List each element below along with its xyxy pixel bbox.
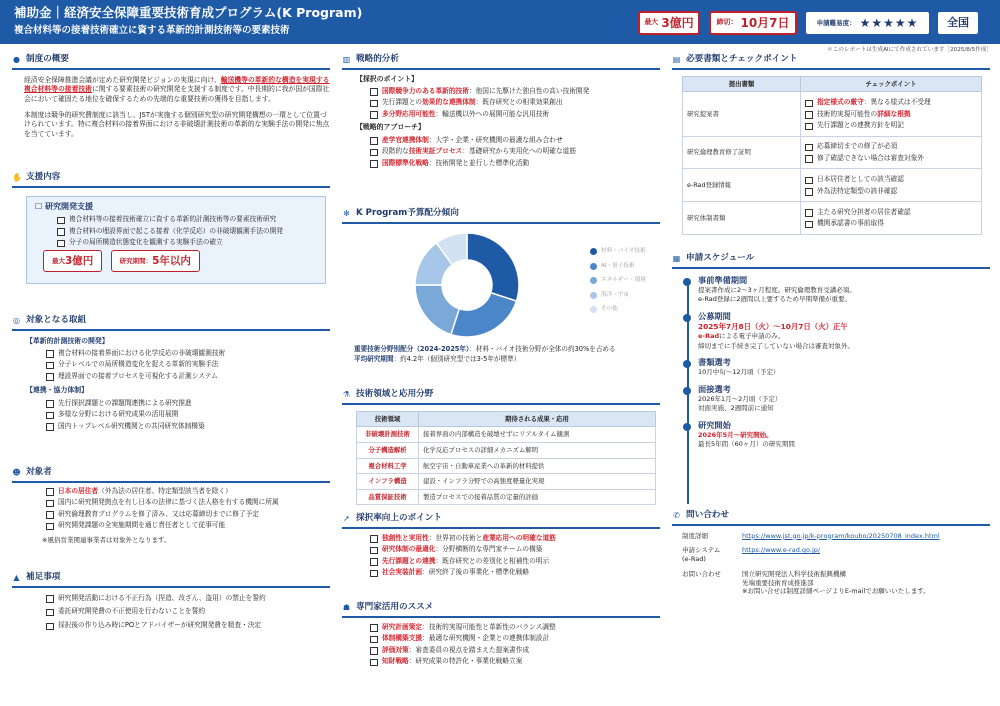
check-item: 主たる研究分担者の居住者確認 — [805, 208, 977, 217]
table-row: 研究体制書類 主たる研究分担者の居住者確認 機関承認書の事前取得 — [683, 202, 982, 235]
check-item: 指定様式の厳守：異なる様式は不受理 — [805, 98, 977, 107]
legend-item: 材料・バイオ技術 — [590, 248, 646, 256]
table-row: 複合材料工学 航空宇宙・自動車産業への革新的材料提供 — [357, 458, 656, 474]
budget-pie-chart — [412, 230, 522, 340]
table-row: e-Rad登録情報 日本居住者としての該当確認 外為法特定類型の該非確認 — [683, 169, 982, 202]
section-schedule: ▦ 申請スケジュール 事前準備期間 提案書作成に2〜3ヶ月程度。研究倫理教育受講必須。 e-Rad登録に2週間以上要するため早期準備が重要。 公募期間 2025年7月8日（火）〜10月7日（火）正午 e-Radによる電子申請のみ。 締切までに手続き完了していない場合は審査対象外。 書類選考 10月中旬〜12月頃（予定） 面接選考 2026年1月〜2月頃（予定） 対面実施、2週間前に通知 研究開始 2026年5月〜研究開始。 最長5年間（60ヶ月）の研究期間 — [672, 253, 990, 455]
section-expert: ☗ 専門家活用のススメ 研究計画策定：技術的実現可能性と革新性のバランス調整 体制構築支援：最適な研究機関・企業との連携体制設計 評価対策：審査委員の視点を踏まえた提案書作成 知財戦略：研究成果の特許化・事業化戦略立案 — [342, 602, 660, 669]
page-subtitle: 複合材料等の接着技術確立に資する革新的計測技術等の要素技術 — [14, 25, 290, 36]
table-row: インフラ構造 建設・インフラ分野での高強度軽量化実現 — [357, 474, 656, 490]
legend-item: エネルギー・環境 — [590, 277, 646, 285]
strategy-item: 産学官連携体制：大学・企業・研究機関の最適な組み合わせ — [370, 136, 660, 145]
check-item: 技術的実現可能性の詳細な根拠 — [805, 110, 977, 119]
info-icon: ● — [13, 55, 20, 65]
max-amount-badge: 最大 3億円 — [638, 11, 700, 35]
expert-item: 評価対策：審査委員の視点を踏まえた提案書作成 — [370, 646, 660, 655]
effort-item: 国内トップレベル研究機関との共同研究体制構築 — [46, 422, 330, 431]
table-row: 研究倫理教育修了証明 応募締切までの修了が必須 修了確認できない場合は審査対象外 — [683, 136, 982, 169]
section-tech: ⚗ 技術領域と応用分野 技術領域 期待される成果・応用 非破壊計測技術 接着界面の内部構造を破壊せずにリアルタイム観測 分子構造解析 化学反応プロセスの詳細メカニズム解明 複合材料工学 航空宇宙・自動車産業への革新的材料提供 インフラ構造 建設・インフラ分野での高強度軽量化実現 品質保証技術 製造プロセスでの接着品質の定量的評価 — [342, 389, 660, 505]
table-row: 研究提案書 指定様式の厳守：異なる様式は不受理 技術的実現可能性の詳細な根拠 先行課題との連携方針を明記 — [683, 92, 982, 136]
support-item: 複合材料の埋設界面で起こる接着（化学反応）の非破壊観測手法の開発 — [57, 227, 317, 236]
strategy-item: 先行課題との効果的な連携体制：既存研究との相乗効果創出 — [370, 98, 660, 107]
expert-item: 知財戦略：研究成果の特許化・事業化戦略立案 — [370, 657, 660, 666]
table-row: 分子構造解析 化学反応プロセスの詳細メカニズム解明 — [357, 442, 656, 458]
check-item: 機関承認書の事前取得 — [805, 219, 977, 228]
strategy-item: 国際標準化戦略：技術開発と並行した標準化活動 — [370, 159, 660, 168]
section-support: ✋ 支援内容 ☐ 研究開発支援 複合材料等の接着技術確立に資する革新的計測技術等の要素技術研究 複合材料の埋設界面で起こる接着（化学反応）の非破壊観測手法の開発 分子の局所構造状態変化を観測する実験手法の確立 最大 3億円 研究期間： 5年以内 — [12, 172, 330, 284]
support-item: 分子の局所構造状態変化を観測する実験手法の確立 — [57, 238, 317, 247]
eligible-note: ※風俗営業関連事業者は対象外となります。 — [42, 535, 171, 544]
support-max-badge: 最大 3億円 — [43, 250, 102, 272]
scope-badge: 全国 — [937, 11, 979, 35]
check-item: 外為法特定類型の該非確認 — [805, 187, 977, 196]
supplement-item: 採択後の作り込み時にPOとアドバイザーが研究開発費を精査・決定 — [46, 621, 330, 630]
check-item: 日本居住者としての該当確認 — [805, 175, 977, 184]
timeline-item: 事前準備期間 提案書作成に2〜3ヶ月程度。研究倫理教育受講必須。 e-Rad登録に2週間以上要するため早期準備が重要。 — [682, 275, 990, 305]
timeline-item: 公募期間 2025年7月8日（火）〜10月7日（火）正午 e-Radによる電子申請のみ。 締切までに手続き完了していない場合は審査対象外。 — [682, 311, 990, 352]
document-icon: ▤ — [672, 55, 681, 65]
check-item: 応募締切までの修了が必須 — [805, 142, 977, 151]
section-contact: ✆ 問い合わせ 制度詳細 https://www.jst.go.jp/k-program/koubo/20250708_index.html 申請システム (e-Rad) https://www.e-rad.go.jp/ お問い合わせ 国立研究開発法人科学技術振興機構 先端重要技術育成推進部 ※お問い合せは制度詳細ページよりE-mailでお願いいたします。 — [672, 510, 990, 596]
section-supplement: ▲ 補足事項 研究開発活動における不正行為（捏造、改ざん、盗用）の禁止を誓約 委託研究開発費の不正使用を行わないことを誓約 採択後の作り込み時にPOとアドバイザーが研究開発費を精査・決定 — [12, 572, 330, 633]
improve-item: 独創性と実用性：世界初の技術と産業応用への明確な道筋 — [370, 534, 660, 543]
section-budget: ✻ K Program予算配分傾向 材料・バイオ技術 AI・量子技術 エネルギー・環境 海洋・宇宙 その他 重要技術分野別配分（2024-2025年）：材料・バイオ技術分野が全体の約30%を占める 平均研究期間：約4.2年（個別研究型では3-5年が標準） — [342, 208, 660, 224]
pie-slice-3 — [415, 285, 459, 334]
effort-item: 分子レベルでの局所構造変化を捉える革新的実験手法 — [46, 360, 330, 369]
timeline-item: 研究開始 2026年5月〜研究開始。 最長5年間（60ヶ月）の研究期間 — [682, 420, 990, 450]
rating-stars: ★★★★★ — [859, 15, 919, 30]
supplement-item: 委託研究開発費の不正使用を行わないことを誓約 — [46, 607, 330, 616]
handshake-icon: ✋ — [12, 173, 22, 183]
rocket-icon: ➚ — [343, 514, 350, 524]
pie-slice-1 — [467, 233, 519, 301]
strategy-item: 段階的な技術実証プロセス：基礎研究から実用化への明確な道筋 — [370, 147, 660, 156]
timeline-item: 面接選考 2026年1月〜2月頃（予定） 対面実施、2週間前に通知 — [682, 384, 990, 414]
improve-item: 社会実装計画：研究終了後の事業化・標準化戦略 — [370, 568, 660, 577]
warning-icon: ▲ — [13, 573, 20, 583]
check-item: 修了確認できない場合は審査対象外 — [805, 154, 977, 163]
erad-link[interactable]: https://www.e-rad.go.jp/ — [742, 546, 821, 555]
section-docs: ▤ 必要書類とチェックポイント 提出書類 チェックポイント 研究提案書 指定様式の厳守：異なる様式は不受理 技術的実現可能性の詳細な根拠 先行課題との連携方針を明記 研究倫理教育修了証明 応募締切までの修了が必須 修了確認できない場合は審査対象外 e-Rad登録情報 日本居住者としての該当確認 外為法特定類型の該非確認 研究体制書類 主たる研究分担者の居住者確認 機関承認書の事前取得 — [672, 54, 990, 235]
legend-item: AI・量子技術 — [590, 263, 646, 271]
improve-item: 研究体制の最適化：分野横断的な専門家チームの構築 — [370, 545, 660, 554]
section-strategy: ▥ 戦略的分析 【採択のポイント】 国際競争力のある革新的技術：他国に先駆けた独自性の高い技術開発 先行課題との効果的な連携体制：既存研究との相乗効果創出 多分野応用可能性：輸送機以外への展開可能な汎用技術 【戦略的アプローチ】 産学官連携体制：大学・企業・研究機関の最適な組み合わせ 段階的な技術実証プロセス：基礎研究から実用化への明確な道筋 国際標準化戦略：技術開発と並行した標準化活動 — [342, 54, 660, 170]
support-period-badge: 研究期間： 5年以内 — [111, 250, 200, 272]
legend-swatch — [590, 292, 597, 299]
header-banner — [0, 0, 1000, 44]
effort-item: 複合材料の接着界面における化学反応の非破壊観測技術 — [46, 349, 330, 358]
phone-icon: ✆ — [673, 511, 680, 521]
expert-item: 研究計画策定：技術的実現可能性と革新性のバランス調整 — [370, 623, 660, 632]
eligible-item: 国内に研究開発拠点を有し日本の法律に基づく法人格を有する機関に所属 — [46, 498, 330, 507]
eligible-item: 日本の居住者（外為法の居住者、特定類型該当者を除く） — [46, 487, 330, 496]
pie-slice-2 — [451, 293, 517, 337]
effort-item: 先行探択課題との課題間連携による研究推進 — [46, 399, 330, 408]
page-title: 補助金｜経済安全保障重要技術育成プログラム(K Program) — [14, 5, 363, 20]
legend-swatch — [590, 263, 597, 270]
effort-item: 埋設界面での接着プロセスを可視化する計測システム — [46, 372, 330, 381]
table-row: 非破壊計測技術 接着界面の内部構造を破壊せずにリアルタイム観測 — [357, 427, 656, 443]
deadline-badge: 締切： 10月7日 — [709, 11, 797, 35]
legend-swatch — [590, 306, 597, 313]
support-box: ☐ 研究開発支援 複合材料等の接着技術確立に資する革新的計測技術等の要素技術研究 複合材料の埋設界面で起こる接着（化学反応）の非破壊観測手法の開発 分子の局所構造状態変化を観測する実験手法の確立 最大 3億円 研究期間： 5年以内 — [26, 196, 326, 284]
section-efforts: ◎ 対象となる取組 【革新的計測技術の開発】 複合材料の接着界面における化学反応の非破壊観測技術 分子レベルでの局所構造変化を捉える革新的実験手法 埋設界面での接着プロセスを可視化する計測システム 【連携・協力体制】 先行探択課題との課題間連携による研究推進 多様な分野における研究成果の活用展開 国内トップレベル研究機関との共同研究体制構築 — [12, 315, 330, 433]
chart-icon: ▥ — [342, 55, 351, 65]
pie-legend — [590, 248, 646, 321]
legend-swatch — [590, 277, 597, 284]
difficulty-badge: 申請難易度： ★★★★★ — [805, 11, 930, 35]
table-row: 品質保証技術 製造プロセスでの接着品質の定量的評価 — [357, 489, 656, 505]
calendar-icon: ▦ — [672, 254, 681, 264]
timeline-item: 書類選考 10月中旬〜12月頃（予定） — [682, 357, 990, 377]
schedule-timeline — [682, 275, 990, 450]
eligible-item: 研究開発課題の全実施期間を通じ責任者として従事可能 — [46, 521, 330, 530]
program-detail-link[interactable]: https://www.jst.go.jp/k-program/koubo/20250708_index.html — [742, 531, 940, 540]
support-item: 複合材料等の接着技術確立に資する革新的計測技術等の要素技術研究 — [57, 215, 317, 224]
people-icon: ☻ — [12, 468, 21, 478]
check-item: 先行課題との連携方針を明記 — [805, 121, 977, 130]
user-icon: ☗ — [342, 603, 351, 613]
supplement-item: 研究開発活動における不正行為（捏造、改ざん、盗用）の禁止を誓約 — [46, 594, 330, 603]
tech-table: 技術領域 期待される成果・応用 非破壊計測技術 接着界面の内部構造を破壊せずにリアルタイム観測 分子構造解析 化学反応プロセスの詳細メカニズム解明 複合材料工学 航空宇宙・自動車産業への革新的材料提供 インフラ構造 建設・インフラ分野での高強度軽量化実現 品質保証技術 製造プロセスでの接着品質の定量的評価 — [356, 411, 656, 506]
expert-item: 体制構築支援：最適な研究機関・企業との連携体制設計 — [370, 634, 660, 643]
generated-note: ＊このレポートは生成AIにて作成されています［2025/8/5作成］ — [827, 47, 992, 53]
legend-swatch — [590, 248, 597, 255]
legend-item: その他 — [590, 306, 646, 314]
strategy-item: 多分野応用可能性：輸送機以外への展開可能な汎用技術 — [370, 110, 660, 119]
section-eligible: ☻ 対象者 日本の居住者（外為法の居住者、特定類型該当者を除く） 国内に研究開発拠点を有し日本の法律に基づく法人格を有する機関に所属 研究倫理教育プログラムを修了済み、又は応募締切までに修了予定 研究開発課題の全実施期間を通じ責任者として従事可能 ※風俗営業関連事業者は対象外となります。 — [12, 467, 330, 545]
section-improve: ➚ 採択率向上のポイント 独創性と実用性：世界初の技術と産業応用への明確な道筋 研究体制の最適化：分野横断的な専門家チームの構築 先行課題との連携：既存研究との差別化と相補性の明示 社会実装計画：研究終了後の事業化・標準化戦略 — [342, 513, 660, 580]
legend-item: 海洋・宇宙 — [590, 292, 646, 300]
improve-item: 先行課題との連携：既存研究との差別化と相補性の明示 — [370, 557, 660, 566]
overview-para-1: 経済安全保障推進会議が定めた研究開発ビジョンの実現に向け、輸送機等の革新的な構造を実現する複合材料等の接着技術に関する要素技術の研究開発を支援する制度です。中長期的に我が国が国際社会において確固たる地位を確保するための先端的な重要技術の獲得を目指します。 — [24, 75, 330, 103]
section-overview: ● 制度の概要 経済安全保障推進会議が定めた研究開発ビジョンの実現に向け、輸送機等の革新的な構造を実現する複合材料等の接着技術に関する要素技術の研究開発を支援する制度です。中長期的に我が国が国際社会において確固たる地位を確保するための先端的な重要技術の獲得を目指します。 本制度は競争的研究費制度に該当し、JSTが実施する個別研究型の研究開発構想の一環として位置づけられています。特に複合材料の接着界面における非破壊計測技術の革新的な実験手法の開発に焦点を当てています。 — [13, 54, 330, 138]
gear-icon: ✻ — [343, 209, 350, 219]
eligible-item: 研究倫理教育プログラムを修了済み、又は応募締切までに修了予定 — [46, 510, 330, 519]
strategy-item: 国際競争力のある革新的技術：他国に先駆けた独自性の高い技術開発 — [370, 87, 660, 96]
docs-table: 提出書類 チェックポイント 研究提案書 指定様式の厳守：異なる様式は不受理 技術的実現可能性の詳細な根拠 先行課題との連携方針を明記 研究倫理教育修了証明 応募締切までの修了が必須 修了確認できない場合は審査対象外 e-Rad登録情報 日本居住者としての該当確認 外為法特定類型の該非確認 研究体制書類 主たる研究分担者の居住者確認 機関承認書の事前取得 — [682, 76, 982, 235]
budget-caption: 重要技術分野別配分（2024-2025年）：材料・バイオ技術分野が全体の約30%を占める 平均研究期間：約4.2年（個別研究型では3-5年が標準） — [354, 345, 616, 363]
overview-para-2: 本制度は競争的研究費制度に該当し、JSTが実施する個別研究型の研究開発構想の一環として位置づけられています。特に複合材料の接着界面における非破壊計測技術の革新的な実験手法の開発に焦点を当てています。 — [24, 110, 330, 138]
effort-item: 多様な分野における研究成果の活用展開 — [46, 410, 330, 419]
flask-icon: ⚗ — [342, 390, 351, 400]
target-icon: ◎ — [13, 316, 20, 326]
